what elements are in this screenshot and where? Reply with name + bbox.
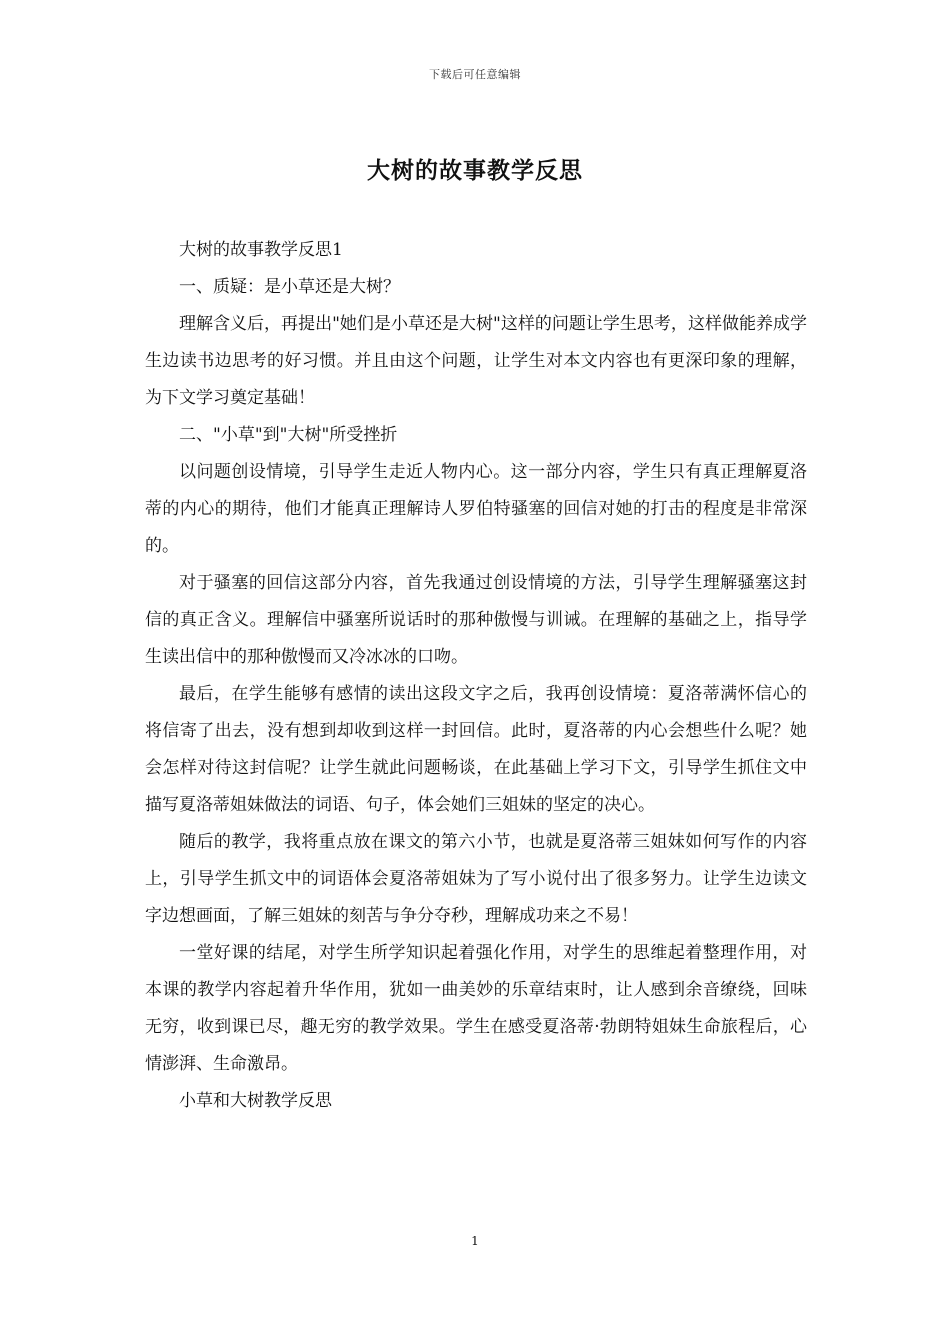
section-heading: 小草和大树教学反思 [179, 1091, 332, 1111]
subheading-2: 二、"小草"到"大树"所受挫折 [179, 425, 398, 445]
paragraph: 最后，在学生能够有感情的读出这段文字之后，我再创设情境：夏洛蒂满怀信心的将信寄了出去，没有想到却收到这样一封回信。此时，夏洛蒂的内心会想些什么呢？她会怎样对待这封信呢？让学生就此问题畅谈，在此基础上学习下文，引导学生抓住文中描写夏洛蒂姐妹做法的词语、句子，体会她们三姐妹的坚定的决心。 [145, 684, 807, 815]
page-number: 1 [471, 1234, 479, 1248]
paragraph: 理解含义后，再提出"她们是小草还是大树"这样的问题让学生思考，这样做能养成学生边读书边思考的好习惯。并且由这个问题，让学生对本文内容也有更深印象的理解，为下文学习奠定基础！ [145, 314, 807, 408]
paragraph: 随后的教学，我将重点放在课文的第六小节，也就是夏洛蒂三姐妹如何写作的内容上，引导学生抓文中的词语体会夏洛蒂姐妹为了写小说付出了很多努力。让学生边读文字边想画面，了解三姐妹的刻苦与争分夺秒，理解成功来之不易！ [145, 832, 807, 926]
document-title: 大树的故事教学反思 [367, 157, 583, 184]
paragraph: 一堂好课的结尾，对学生所学知识起着强化作用，对学生的思维起着整理作用，对本课的教学内容起着升华作用，犹如一曲美妙的乐章结束时，让人感到余音缭绕，回味无穷，收到课已尽，趣无穷的教学效果。学生在感受夏洛蒂·勃朗特姐妹生命旅程后，心情澎湃、生命激昂。 [145, 943, 807, 1074]
paragraph: 以问题创设情境，引导学生走近人物内心。这一部分内容，学生只有真正理解夏洛蒂的内心的期待，他们才能真正理解诗人罗伯特骚塞的回信对她的打击的程度是非常深的。 [145, 462, 807, 556]
page-header-note: 下载后可任意编辑 [429, 68, 521, 81]
paragraph: 对于骚塞的回信这部分内容，首先我通过创设情境的方法，引导学生理解骚塞这封信的真正含义。理解信中骚塞所说话时的那种傲慢与训诫。在理解的基础之上，指导学生读出信中的那种傲慢而又冷冰冰的口吻。 [145, 573, 807, 667]
section-heading: 大树的故事教学反思1 [179, 240, 343, 260]
document-body [145, 232, 807, 1120]
subheading-1: 一、质疑：是小草还是大树？ [179, 277, 400, 297]
